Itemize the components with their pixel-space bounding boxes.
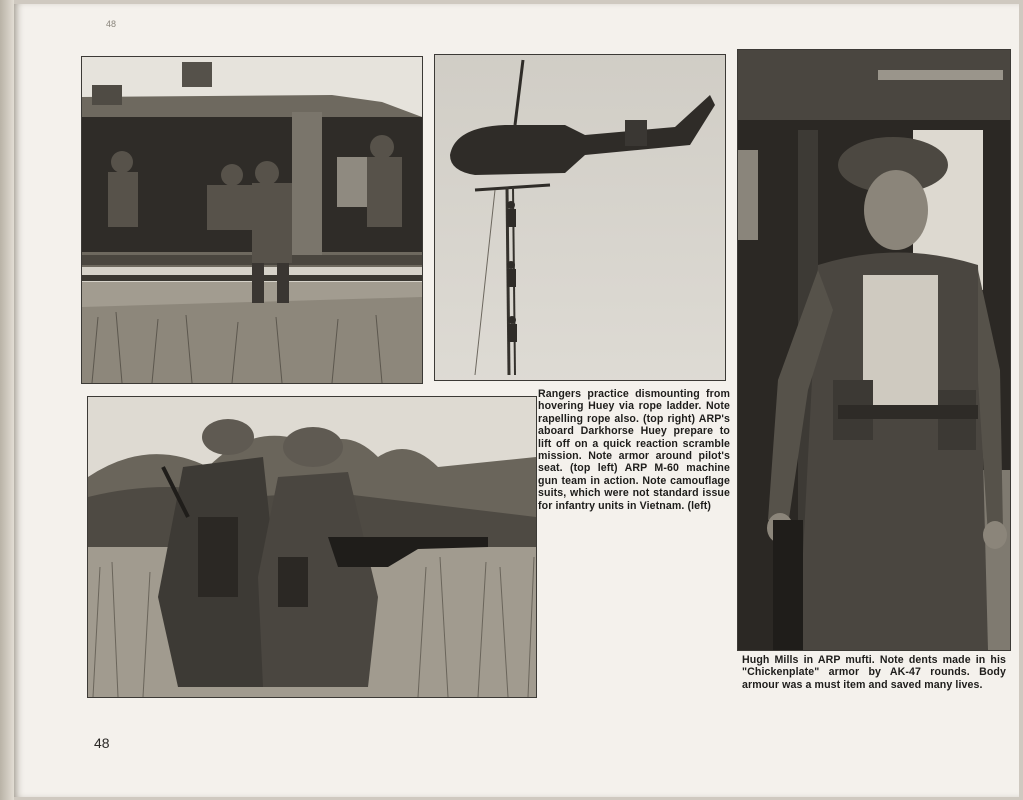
machine-gun-team-image — [88, 397, 536, 697]
helicopter-troops-image — [82, 57, 422, 383]
photo-machine-gun-team — [87, 396, 537, 698]
book-page — [14, 4, 1019, 797]
caption-center: Rangers practice dismounting from hovering Huey via rope ladder. Note rapelling rope also. (top right) ARP's aboard Darkhorse Huey prepare to lift off on a quick reaction scramble mission. Note armor around pilot's seat. (top left) ARP M-60 machine gun team in action. Note camouflage suits, which were not standard issue for infantry units in Vietnam. (left) — [538, 388, 730, 512]
book-binding-edge — [0, 0, 14, 800]
corner-mark: 48 — [106, 19, 117, 29]
photo-helicopter-troops — [81, 56, 423, 384]
page-number: 48 — [94, 735, 110, 751]
photo-portrait — [737, 49, 1011, 651]
photo-rope-ladder — [434, 54, 726, 381]
caption-right: Hugh Mills in ARP mufti. Note dents made in his "Chickenplate" armor by AK-47 rounds. Body armour was a must item and saved many lives. — [742, 654, 1006, 691]
rope-ladder-image — [435, 55, 725, 380]
portrait-image — [738, 50, 1010, 650]
